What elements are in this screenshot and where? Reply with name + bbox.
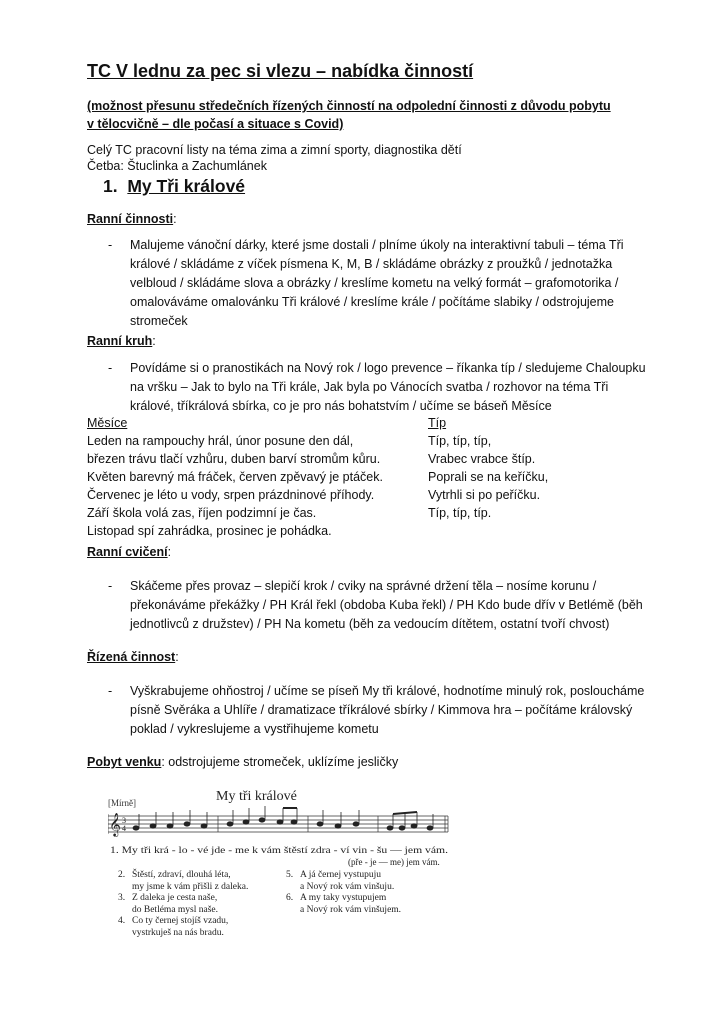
poem-line: Září škola volá zas, říjen podzimní je čas. xyxy=(87,506,317,520)
pobyt-venku-line: Pobyt venku: odstrojujeme stromeček, uklízíme jesličky xyxy=(87,755,399,769)
poem-line: Poprali se na keříčku, xyxy=(428,470,549,484)
poem-tip-title: Típ xyxy=(428,416,447,430)
poem-line: březen trávu tlačí vzhůru, duben barví stromům kůru. xyxy=(87,452,381,466)
ranni-kruh-heading: Ranní kruh: xyxy=(87,334,156,348)
song-tempo: [Mírně] xyxy=(108,798,136,808)
poem-line: Červenec je léto u vody, srpen prázdninové příhody. xyxy=(87,488,375,502)
song-sheet xyxy=(108,778,460,953)
list-dash: - xyxy=(108,238,113,252)
poem-line: Listopad spí zahrádka, prosinec je pohádka. xyxy=(87,524,332,538)
song-title: My tři králové xyxy=(216,789,297,804)
poem-line: Típ, típ, típ, xyxy=(428,434,492,448)
poem-line: Típ, típ, típ. xyxy=(428,506,492,520)
poem-line: Květen barevný má fráček, červen zpěvavý je ptáček. xyxy=(87,470,383,484)
lyrics-line-1: 1. My tři krá - lo - vé jde - me k vám štěstí zdra - ví vin - šu — jem vám. xyxy=(110,845,448,855)
poem-line: Vytrhli si po peříčku. xyxy=(428,488,541,502)
verses-left: 2. Štěstí, zdraví, dlouhá léta, my jsme k vám přišli z daleka. 3. Z daleka je cesta naše, do Betléma mysl naše. 4. Co ty černej stojíš vzadu, vystrkuješ na nás bradu. xyxy=(118,870,249,938)
list-dash: - xyxy=(108,684,113,698)
page-title: TC V lednu za pec si vlezu – nabídka činností xyxy=(87,61,474,81)
intro-line-1: Celý TC pracovní listy na téma zima a zimní sporty, diagnostika dětí xyxy=(87,143,462,157)
ranni-cinnosti-heading: Ranní činnosti: xyxy=(87,212,177,226)
list-dash: - xyxy=(108,579,113,593)
ranni-cviceni-heading: Ranní cvičení: xyxy=(87,545,172,559)
subtitle-line-1: (možnost přesunu středečních řízených činností na odpolední činnosti z důvodu pobytu xyxy=(87,99,611,113)
lyrics-line-2: (pře - je — me) jem vám. xyxy=(348,857,440,867)
ranni-cinnosti-text: Malujeme vánoční dárky, které jsme dostali / plníme úkoly na interaktivní tabuli – téma Tři králové / skládáme z víček písmena K, M, B / skládáme obrázky z proužků / jednotažka velbloud / skládáme slova a obrázky / kreslíme kometu na velký formát – grafomotorika / omalováváme omalovánku Tři králové / kreslíme krále / počítáme slabiky / odstrojujeme stromeček xyxy=(130,238,624,328)
section-label: My Tři králové xyxy=(127,176,246,196)
list-dash: - xyxy=(108,361,113,375)
ranni-kruh-text: Povídáme si o pranostikách na Nový rok / logo prevence – říkanka típ / sledujeme Chaloupku na vršku – Jak to bylo na Tři krále, Jak byla po Vánocích svatba / rozhovor na téma Tři králové, tříkrálová sbírka, co je pro nás bohatstvím / učíme se báseň Měsíce xyxy=(130,361,646,413)
verses-right: 5. A já černej vystupuju a Nový rok vám vinšuju. 6. A my taky vystupujem a Nový rok vám vinšujem. xyxy=(286,870,402,915)
time-signature-bottom: 4 xyxy=(122,824,126,833)
poem-line: Leden na rampouchy hrál, únor posune den dál, xyxy=(87,434,354,448)
poem-line: Vrabec vrabce štíp. xyxy=(428,452,536,466)
time-signature-top: 3 xyxy=(122,816,126,825)
music-staff xyxy=(108,778,460,873)
section-number: 1. xyxy=(103,176,118,196)
treble-clef-icon: 𝄞 xyxy=(109,814,121,836)
poem-mesice xyxy=(87,414,383,540)
rizena-cinnost-text: Vyškrabujeme ohňostroj / učíme se píseň My tři králové, hodnotíme minulý rok, posloucháme písně Svěráka a Uhlíře / dramatizace tříkrálové sbírky / Kimmova hra – počítáme královský poklad / vykreslujeme a vystřihujeme kometu xyxy=(130,684,645,736)
poem-tip xyxy=(428,414,548,522)
section-heading xyxy=(103,176,245,197)
ranni-cviceni-text: Skáčeme přes provaz – slepičí krok / cviky na správné držení těla – nosíme korunu / překonáváme překážky / PH Král řekl (obdoba Kuba řekl) / PH Kdo bude dřív v Betlémě (běh jednotlivců z družstev) / PH Na kometu (běh za vedoucím dítětem, ostatní tvoří chvost) xyxy=(130,579,643,631)
rizena-cinnost-heading: Řízená činnost: xyxy=(87,650,179,664)
subtitle-line-2: v tělocvičně – dle počasí a situace s Covid) xyxy=(87,117,344,131)
poem-mesice-title: Měsíce xyxy=(87,416,128,430)
notes xyxy=(133,806,433,830)
intro-line-2: Četba: Štuclinka a Zachumlánek xyxy=(87,159,267,173)
